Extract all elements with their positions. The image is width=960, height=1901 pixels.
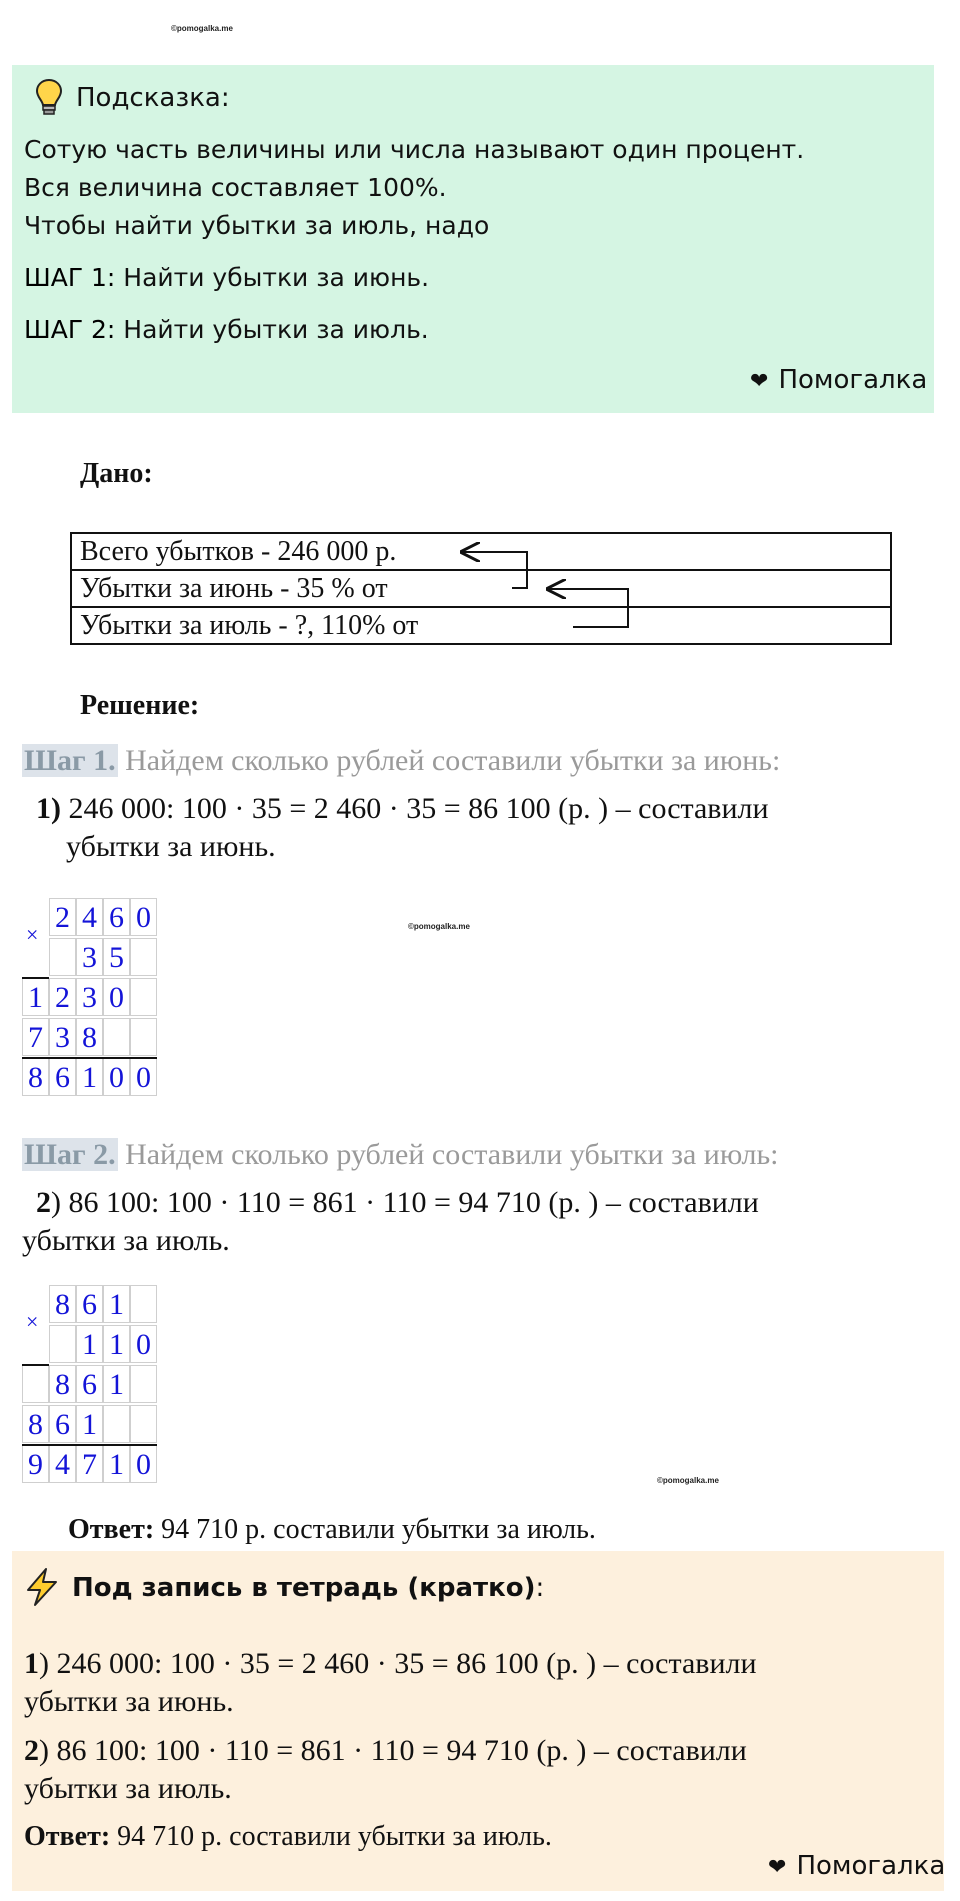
heart-icon: ❤ bbox=[768, 1855, 787, 1880]
grid-cell: 8 bbox=[22, 1405, 49, 1443]
grid-cell bbox=[49, 1325, 76, 1363]
grid-cell: 3 bbox=[49, 1018, 76, 1056]
given-table bbox=[70, 532, 892, 645]
grid-cell bbox=[130, 1365, 157, 1403]
brand-label: ❤ Помогалка bbox=[750, 365, 928, 395]
grid-cell: 1 bbox=[103, 1365, 130, 1403]
notebook-equation-1: 1) 246 000: 100 · 35 = 2 460 · 35 = 86 100 (р. ) – составили bbox=[24, 1647, 757, 1680]
notebook-equation-2-cont: убытки за июль. bbox=[24, 1772, 232, 1805]
grid-cell: 6 bbox=[49, 1405, 76, 1443]
grid-cell: 3 bbox=[76, 978, 103, 1016]
lightning-icon bbox=[22, 1567, 62, 1607]
grid-cell: 8 bbox=[22, 1058, 49, 1096]
grid-cell: 7 bbox=[22, 1018, 49, 1056]
solution-title: Решение: bbox=[80, 690, 200, 721]
notebook-title: Под запись в тетрадь (кратко): bbox=[72, 1573, 545, 1603]
step-2-heading: Шаг 2. Найдем сколько рублей составили убытки за июль: bbox=[24, 1138, 779, 1171]
grid-cell: 7 bbox=[76, 1445, 103, 1483]
equation-2-cont: убытки за июль. bbox=[22, 1224, 230, 1257]
given-row: Всего убытков - 246 000 р. bbox=[71, 533, 891, 570]
hint-line: Чтобы найти убытки за июль, надо bbox=[24, 211, 490, 240]
notebook-answer: Ответ: 94 710 р. составили убытки за июль. bbox=[24, 1821, 552, 1852]
grid-cell: 0 bbox=[130, 898, 157, 936]
grid-cell: 1 bbox=[103, 1445, 130, 1483]
notebook-box bbox=[12, 1551, 944, 1891]
grid-cell: 2 bbox=[49, 978, 76, 1016]
grid-cell: 8 bbox=[76, 1018, 103, 1056]
grid-cell: 1 bbox=[103, 1325, 130, 1363]
answer: Ответ: 94 710 р. составили убытки за июль. bbox=[68, 1514, 596, 1545]
watermark: ©pomogalka.me bbox=[657, 1476, 719, 1485]
lightbulb-icon bbox=[34, 77, 64, 117]
grid-cell: 4 bbox=[49, 1445, 76, 1483]
watermark: ©pomogalka.me bbox=[171, 24, 233, 33]
grid-cell: 6 bbox=[76, 1365, 103, 1403]
given-title: Дано: bbox=[80, 458, 153, 489]
grid-underline bbox=[22, 1444, 157, 1446]
grid-cell: 0 bbox=[130, 1445, 157, 1483]
grid-cell: 6 bbox=[103, 898, 130, 936]
heart-icon: ❤ bbox=[750, 369, 769, 394]
grid-cell bbox=[130, 938, 157, 976]
grid-cell: 2 bbox=[49, 898, 76, 936]
grid-cell: 1 bbox=[76, 1325, 103, 1363]
grid-cell: 6 bbox=[49, 1058, 76, 1096]
grid-cell: 5 bbox=[103, 938, 130, 976]
grid-cell: 1 bbox=[22, 978, 49, 1016]
grid-underline bbox=[22, 1364, 49, 1366]
grid-cell: 3 bbox=[76, 938, 103, 976]
equation-1-cont: убытки за июнь. bbox=[66, 830, 276, 863]
watermark: ©pomogalka.me bbox=[408, 922, 470, 931]
brand-label: ❤ Помогалка bbox=[768, 1851, 946, 1881]
grid-cell: 4 bbox=[76, 898, 103, 936]
grid-cell: 0 bbox=[103, 1058, 130, 1096]
hint-step-1: ШАГ 1: Найти убытки за июнь. bbox=[24, 263, 430, 292]
hint-step-2: ШАГ 2: Найти убытки за июль. bbox=[24, 315, 429, 344]
grid-underline bbox=[22, 1057, 157, 1059]
grid-cell: 0 bbox=[130, 1058, 157, 1096]
grid-cell: 0 bbox=[130, 1325, 157, 1363]
equation-2: 2) 86 100: 100 · 110 = 861 · 110 = 94 710 (р. ) – составили bbox=[36, 1186, 759, 1219]
multiply-sign-icon: × bbox=[26, 1309, 39, 1334]
hint-box: Подсказка: Сотую часть величины или числа называют один процент. Вся величина составляет 100%. Чтобы найти убытки за июль, надо ШАГ 1: Найти убытки за июнь. ШАГ 2: Найти убытки за июль. ❤ Помогалка bbox=[12, 65, 934, 413]
grid-cell bbox=[130, 978, 157, 1016]
grid-cell: 8 bbox=[49, 1365, 76, 1403]
grid-cell: 9 bbox=[22, 1445, 49, 1483]
grid-cell: 0 bbox=[103, 978, 130, 1016]
grid-cell: 6 bbox=[76, 1285, 103, 1323]
multiply-sign-icon: × bbox=[26, 922, 39, 947]
grid-cell: 8 bbox=[49, 1285, 76, 1323]
grid-cell bbox=[130, 1285, 157, 1323]
grid-cell bbox=[49, 938, 76, 976]
grid-cell bbox=[103, 1405, 130, 1443]
grid-cell: 1 bbox=[76, 1058, 103, 1096]
notebook-equation-1-cont: убытки за июнь. bbox=[24, 1685, 234, 1718]
hint-line: Вся величина составляет 100%. bbox=[24, 173, 447, 202]
given-row: Убытки за июнь - 35 % от bbox=[71, 570, 891, 607]
equation-1: 1) 246 000: 100 · 35 = 2 460 · 35 = 86 100 (р. ) – составили bbox=[36, 792, 769, 825]
given-row: Убытки за июль - ?, 110% от bbox=[71, 607, 891, 644]
grid-cell bbox=[103, 1018, 130, 1056]
grid-cell bbox=[130, 1018, 157, 1056]
grid-cell bbox=[22, 1365, 49, 1403]
step-1-heading: Шаг 1. Найдем сколько рублей составили убытки за июнь: bbox=[24, 744, 781, 777]
grid-underline bbox=[22, 977, 49, 979]
grid-cell: 1 bbox=[103, 1285, 130, 1323]
grid-cell: 1 bbox=[76, 1405, 103, 1443]
grid-cell bbox=[130, 1405, 157, 1443]
notebook-equation-2: 2) 86 100: 100 · 110 = 861 · 110 = 94 710 (р. ) – составили bbox=[24, 1734, 747, 1767]
hint-line: Сотую часть величины или числа называют один процент. bbox=[24, 135, 805, 164]
